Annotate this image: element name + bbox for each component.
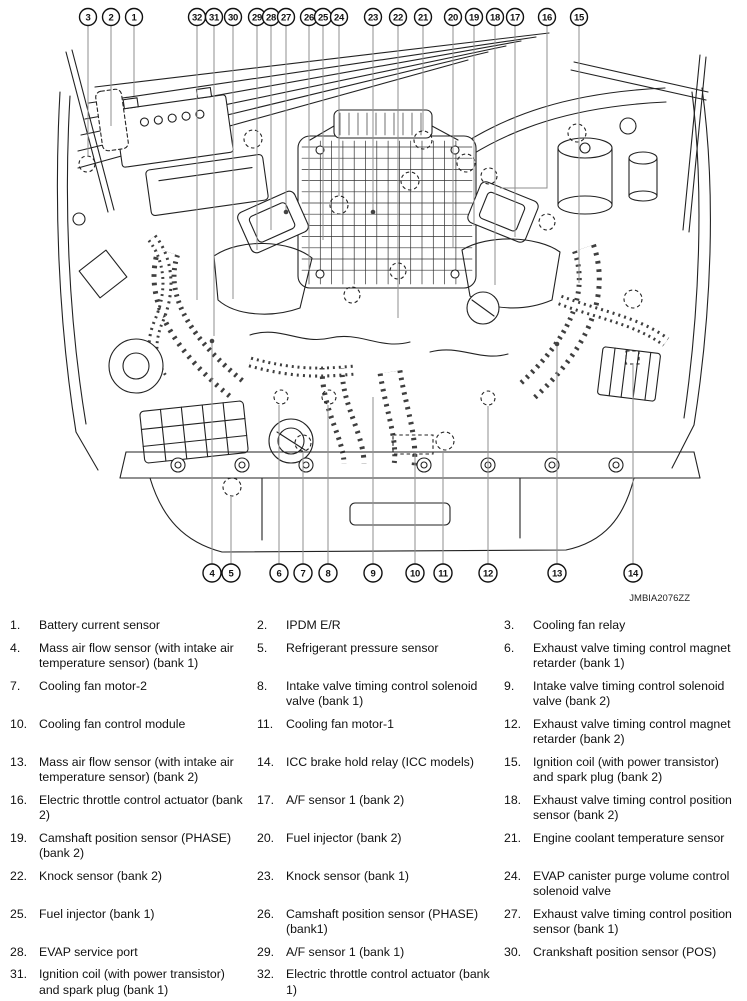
svg-text:27: 27 (281, 12, 291, 24)
legend-item-16 (10, 793, 245, 824)
frame-crossmember (120, 452, 700, 552)
legend-item-text: Ignition coil (with power transistor) and spark plug (bank 2) (533, 754, 719, 784)
legend-item-text: Mass air flow sensor (with intake air temperature sensor) (bank 2) (39, 754, 234, 784)
legend-item-26 (257, 907, 492, 938)
legend-item-number: 28. (10, 944, 28, 959)
svg-text:12: 12 (483, 568, 493, 580)
legend-item-13 (10, 755, 245, 786)
legend-item-text: Exhaust valve timing control magnet retarder (bank 1) (533, 640, 731, 670)
figure-code: JMBIA2076ZZ (629, 593, 690, 604)
legend-item-text: ICC brake hold relay (ICC models) (286, 754, 474, 769)
legend-item-number: 4. (10, 640, 21, 655)
legend-item-15 (504, 755, 739, 786)
svg-text:16: 16 (542, 12, 552, 24)
legend-item-3 (504, 618, 739, 634)
legend-item-number: 20. (257, 830, 275, 845)
svg-text:1: 1 (131, 12, 137, 24)
legend-item-number: 9. (504, 678, 515, 693)
legend-item-text: Exhaust valve timing control magnet retarder (bank 2) (533, 716, 731, 746)
legend-item-text: Cooling fan motor-1 (286, 716, 394, 731)
legend-item-text: Crankshaft position sensor (POS) (533, 944, 717, 959)
legend-item-text: Cooling fan motor-2 (39, 678, 147, 693)
legend-item-number: 27. (504, 906, 522, 921)
legend-item-5 (257, 641, 492, 672)
callout-5 (222, 497, 240, 582)
legend-item-number: 13. (10, 754, 28, 769)
legend-item-text: Electric throttle control actuator (bank 2) (39, 792, 243, 822)
legend-item-19 (10, 831, 245, 862)
legend-item-11 (257, 717, 492, 748)
intake-manifold (298, 110, 476, 288)
legend-item-text: Cooling fan control module (39, 716, 186, 731)
legend-item-number: 8. (257, 678, 268, 693)
legend-item-number: 14. (257, 754, 275, 769)
legend-item-number: 23. (257, 868, 275, 883)
legend-item-9 (504, 679, 739, 710)
callout-12 (479, 406, 497, 582)
legend-item-number: 5. (257, 640, 268, 655)
legend-item-2 (257, 618, 492, 634)
svg-text:13: 13 (552, 568, 562, 580)
legend-item-number: 2. (257, 618, 268, 632)
legend-item-4 (10, 641, 245, 672)
legend-item-7 (10, 679, 245, 710)
legend-item-text: Mass air flow sensor (with intake air temperature sensor) (bank 1) (39, 640, 234, 670)
legend-item-number: 7. (10, 678, 21, 693)
legend-item-text: Exhaust valve timing control position sensor (bank 2) (533, 792, 732, 822)
svg-text:6: 6 (276, 568, 282, 580)
legend-item-text: Knock sensor (bank 1) (286, 868, 410, 883)
legend-item-28 (10, 945, 245, 961)
legend-item-number: 22. (10, 868, 28, 883)
callout-30 (225, 9, 242, 300)
legend-item-number: 12. (504, 716, 522, 731)
legend-item-10 (10, 717, 245, 748)
legend-item-25 (10, 907, 245, 938)
legend-item-18 (504, 793, 739, 824)
svg-text:7: 7 (300, 568, 306, 580)
legend-item-8 (257, 679, 492, 710)
legend-item-text: Camshaft position sensor (PHASE) (bank 2) (39, 830, 232, 860)
legend-item-text: Fuel injector (bank 1) (39, 906, 155, 921)
legend-item-27 (504, 907, 739, 938)
legend-item-text: Cooling fan relay (533, 618, 626, 632)
legend-item-text: Exhaust valve timing control position sensor (bank 1) (533, 906, 732, 936)
legend-item-text: Fuel injector (bank 2) (286, 830, 402, 845)
legend-item-number: 10. (10, 716, 28, 731)
svg-text:29: 29 (252, 12, 262, 24)
legend-item-12 (504, 717, 739, 748)
legend-item-32 (257, 967, 492, 998)
legend-item-text: A/F sensor 1 (bank 2) (286, 792, 405, 807)
legend-item-29 (257, 945, 492, 961)
legend-item-number: 11. (257, 716, 274, 731)
legend-item-text: EVAP service port (39, 944, 138, 959)
legend-item-number: 31. (10, 967, 28, 981)
legend-item-24 (504, 869, 739, 900)
legend-item-31 (10, 967, 245, 998)
svg-text:15: 15 (574, 12, 584, 24)
svg-text:17: 17 (510, 12, 520, 24)
legend-item-21 (504, 831, 739, 862)
svg-text:32: 32 (192, 12, 202, 24)
legend-item-text: Electric throttle control actuator (bank 1) (286, 967, 490, 997)
legend-item-text: Knock sensor (bank 2) (39, 868, 163, 883)
svg-text:21: 21 (418, 12, 428, 24)
svg-text:22: 22 (393, 12, 403, 24)
svg-text:9: 9 (370, 568, 376, 580)
legend-item-text: Battery current sensor (39, 618, 160, 632)
svg-text:5: 5 (228, 568, 234, 580)
legend-item-text: Ignition coil (with power transistor) and spark plug (bank 1) (39, 967, 225, 997)
legend-item-6 (504, 641, 739, 672)
legend-item-text: Refrigerant pressure sensor (286, 640, 439, 655)
legend-item-30 (504, 945, 739, 961)
legend-item-text: IPDM E/R (286, 618, 341, 632)
legend-item-text: Engine coolant temperature sensor (533, 830, 725, 845)
svg-text:23: 23 (368, 12, 378, 24)
svg-text:20: 20 (448, 12, 458, 24)
legend-item-number: 32. (257, 967, 275, 981)
callout-9 (364, 397, 382, 582)
svg-text:26: 26 (304, 12, 314, 24)
svg-text:2: 2 (108, 12, 114, 24)
legend-item-number: 6. (504, 640, 515, 655)
legend-item-text: A/F sensor 1 (bank 1) (286, 944, 405, 959)
legend-item-23 (257, 869, 492, 900)
legend-item-17 (257, 793, 492, 824)
svg-text:28: 28 (266, 12, 276, 24)
legend-item-text: EVAP canister purge volume control solenoid valve (533, 868, 730, 898)
legend-item-20 (257, 831, 492, 862)
svg-text:31: 31 (209, 12, 219, 24)
legend-item-text: Intake valve timing control solenoid valve (bank 1) (286, 678, 478, 708)
svg-text:4: 4 (209, 568, 215, 580)
crossmember-bolts (171, 458, 623, 472)
legend-item-text: Intake valve timing control solenoid valve (bank 2) (533, 678, 725, 708)
legend-item-number: 24. (504, 868, 522, 883)
legend-item-number: 21. (504, 830, 522, 845)
svg-text:10: 10 (410, 568, 420, 580)
svg-text:8: 8 (325, 568, 331, 580)
legend-item-text: Camshaft position sensor (PHASE) (bank1) (286, 906, 479, 936)
svg-text:14: 14 (628, 568, 638, 580)
battery-and-ipdm (95, 86, 269, 216)
legend-item-number: 25. (10, 906, 28, 921)
svg-text:24: 24 (334, 12, 344, 24)
legend-item-number: 17. (257, 792, 275, 807)
legend-item-number: 1. (10, 618, 21, 632)
legend-item-22 (10, 869, 245, 900)
legend-item-number: 16. (10, 792, 28, 807)
svg-text:25: 25 (318, 12, 328, 24)
legend-item-number: 19. (10, 830, 28, 845)
callout-27 (278, 9, 295, 215)
svg-text:19: 19 (469, 12, 479, 24)
legend-item-number: 3. (504, 618, 515, 632)
svg-text:3: 3 (85, 12, 91, 24)
ecm-box (597, 347, 660, 402)
legend-item-number: 29. (257, 944, 275, 959)
legend-item-1 (10, 618, 245, 634)
legend-item-14 (257, 755, 492, 786)
svg-text:30: 30 (228, 12, 238, 24)
svg-text:18: 18 (490, 12, 500, 24)
right-reservoirs (558, 138, 657, 214)
legend-item-number: 30. (504, 944, 522, 959)
legend-item-number: 15. (504, 754, 522, 769)
svg-text:11: 11 (438, 568, 448, 580)
legend (10, 618, 739, 998)
legend-item-number: 26. (257, 906, 275, 921)
legend-item-number: 18. (504, 792, 522, 807)
